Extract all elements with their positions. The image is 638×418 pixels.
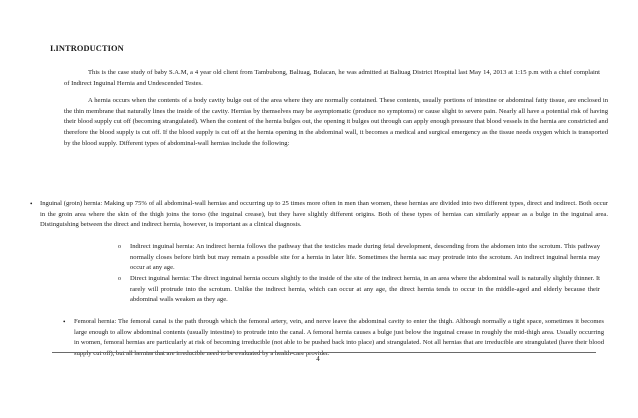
bullet-marker: •: [30, 200, 33, 208]
section-heading: I.INTRODUCTION: [50, 44, 124, 53]
femoral-hernia-bullet: Femoral hernia: The femoral canal is the path through which the femoral artery, vein, and nerve leave the abdominal cavity to enter the thigh. Although normally a tight space, sometimes it becomes large enough to allow abdominal contents (usually intestine) to protrude into the canal. A femoral hernia causes a bulge just below the inguinal crease in roughly the mid-thigh area. Usually occurring in women, femoral hernias are particularly at risk of becoming irreducible (not able to be pushed back into place) and strangulated. Not all hernias that are irreducible are strangulated (have their blood supply cut off), but all hernias that are irreducible need to be evaluated by a health-care provider.: [74, 318, 604, 358]
hernia-definition-paragraph: A hernia occurs when the contents of a body cavity bulge out of the area where they are normally contained. These contents, usually portions of intestine or abdominal fatty tissue, are enclosed in the thin membrane that naturally lines the inside of the cavity. Hernias by themselves may be asymptomatic (produce no symptoms) or cause slight to severe pain. Nearly all have a potential risk of having their blood supply cut off (becoming strangulated). When the content of the hernia bulges out, the opening it bulges out through can apply enough pressure that blood vessels in the hernia are constricted and therefore the blood supply is cut off. If the blood supply is cut off at the hernia opening in the abdominal wall, it becomes a medical and surgical emergency as the tissue needs oxygen which is transported by the blood supply. Different types of abdominal-wall hernias include the following:: [64, 97, 608, 147]
case-intro-paragraph: This is the case study of baby S.A.M, a 4 year old client from Tambubong, Baliuag, Bulacan, he was admitted at Baliuag District Hospital last May 14, 2013 at 1:15 p.m with a chief complaint of Indirect Inguinal Hernia and Undescended Testes.: [64, 69, 600, 87]
footer-divider: [52, 352, 596, 353]
bullet-marker: •: [63, 318, 66, 326]
sub-bullet-marker: o: [118, 276, 121, 282]
inguinal-hernia-bullet: Inguinal (groin) hernia: Making up 75% of all abdominal-wall hernias and occurring up to 25 times more often in men than women, these hernias are divided into two different types, direct and indirect. Both occur in the groin area where the skin of the thigh joins the torso (the inguinal crease), but they have slightly different origins. Both of these types of hernias can similarly appear as a bulge in the inguinal area. Distinguishing between the direct and indirect hernia, however, is important as a clinical diagnosis.: [40, 200, 608, 229]
direct-inguinal-hernia-item: Direct inguinal hernia: The direct inguinal hernia occurs slightly to the inside of the site of the indirect hernia, in an area where the abdominal wall is naturally slightly thinner. It rarely will protrude into the scrotum. Unlike the indirect hernia, which can occur at any age, the direct hernia tends to occur in the middle-aged and elderly because their abdominal walls weaken as they age.: [130, 275, 600, 304]
indirect-inguinal-hernia-item: Indirect inguinal hernia: An indirect hernia follows the pathway that the testicles made during fetal development, descending from the abdomen into the scrotum. This pathway normally closes before birth but may remain a possible site for a hernia in later life. Sometimes the hernia sac may protrude into the scrotum. An indirect inguinal hernia may occur at any age.: [130, 243, 600, 272]
sub-bullet-marker: o: [118, 244, 121, 250]
page-number: 4: [316, 355, 320, 363]
